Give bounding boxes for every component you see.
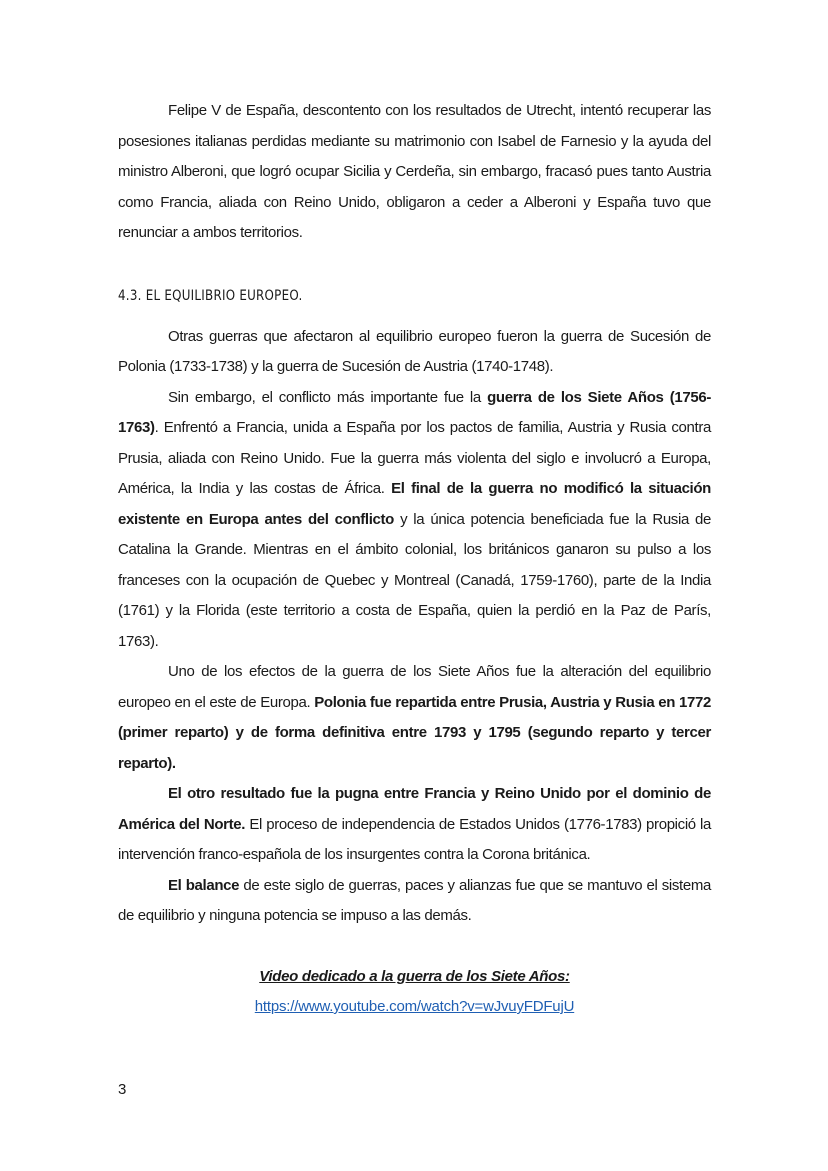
video-section: [118, 962, 711, 1023]
document-page: [118, 96, 711, 1023]
video-title: Video dedicado a la guerra de los Siete Años:: [259, 967, 570, 985]
bold-run: Polonia fue repartida entre Prusia, Austria y Rusia en 1772 (primer reparto) y de forma definitiva entre 1793 y 1795 (segundo reparto y tercer reparto).: [118, 693, 711, 772]
text-run: y la única potencia beneficiada fue la Rusia de Catalina la Grande. Mientras en el ámbito colonial, los británicos ganaron su pulso a los franceses con la ocupación de Quebec y Montreal (Canadá, 1759-1760), parte de la India (1761) y la Florida (este territorio a costa de España, quien la perdió en la Paz de París, 1763).: [118, 510, 711, 650]
section-heading: 4.3. EL EQUILIBRIO EUROPEO.: [118, 287, 303, 304]
paragraph-other-wars: Otras guerras que afectaron al equilibrio europeo fueron la guerra de Sucesión de Polonia (1733-1738) y la guerra de Sucesión de Austria (1740-1748).: [118, 327, 711, 375]
paragraph-felipe-v: Felipe V de España, descontento con los resultados de Utrecht, intentó recuperar las posesiones italianas perdidas mediante su matrimonio con Isabel de Farnesio y la ayuda del ministro Alberoni, que logró ocupar Sicilia y Cerdeña, sin embargo, fracasó pues tanto Austria como Francia, aliada con Reino Unido, obligaron a ceder a Alberoni y España tuvo que renunciar a ambos territorios.: [118, 102, 711, 241]
youtube-link[interactable]: https://www.youtube.com/watch?v=wJvuyFDFujU: [254, 998, 575, 1015]
paragraph-north-america: [118, 779, 711, 871]
paragraph-poland-partition: [118, 657, 711, 779]
page-number: 3: [118, 1081, 127, 1098]
bold-run: El final de la guerra no modificó la situación existente en Europa antes del conflicto: [118, 480, 711, 528]
bold-run: El otro resultado fue la pugna entre Francia y Reino Unido por el dominio de América del Norte.: [118, 785, 711, 833]
paragraph-balance: [118, 871, 711, 932]
bold-run: guerra de los Siete Años (1756-1763): [118, 388, 711, 436]
bold-run: El balance: [168, 876, 240, 894]
text-run: Uno de los efectos de la guerra de los Siete Años fue la alteración del equilibrio europeo en el este de Europa.: [118, 663, 711, 711]
text-run: El proceso de independencia de Estados Unidos (1776-1783) propició la intervención franco-española de los insurgentes contra la Corona británica.: [118, 815, 712, 863]
text-run: . Enfrentó a Francia, unida a España por los pactos de familia, Austria y Rusia contra Prusia, aliada con Reino Unido. Fue la guerra más violenta del siglo e involucró a Europa, América, la India y las costas de África.: [118, 419, 711, 497]
text-run: de este siglo de guerras, paces y alianzas fue que se mantuvo el sistema de equilibrio y ninguna potencia se impuso a las demás.: [118, 876, 712, 924]
paragraph-seven-years-war: [118, 383, 711, 658]
text-run: Sin embargo, el conflicto más importante fue la: [168, 388, 488, 406]
